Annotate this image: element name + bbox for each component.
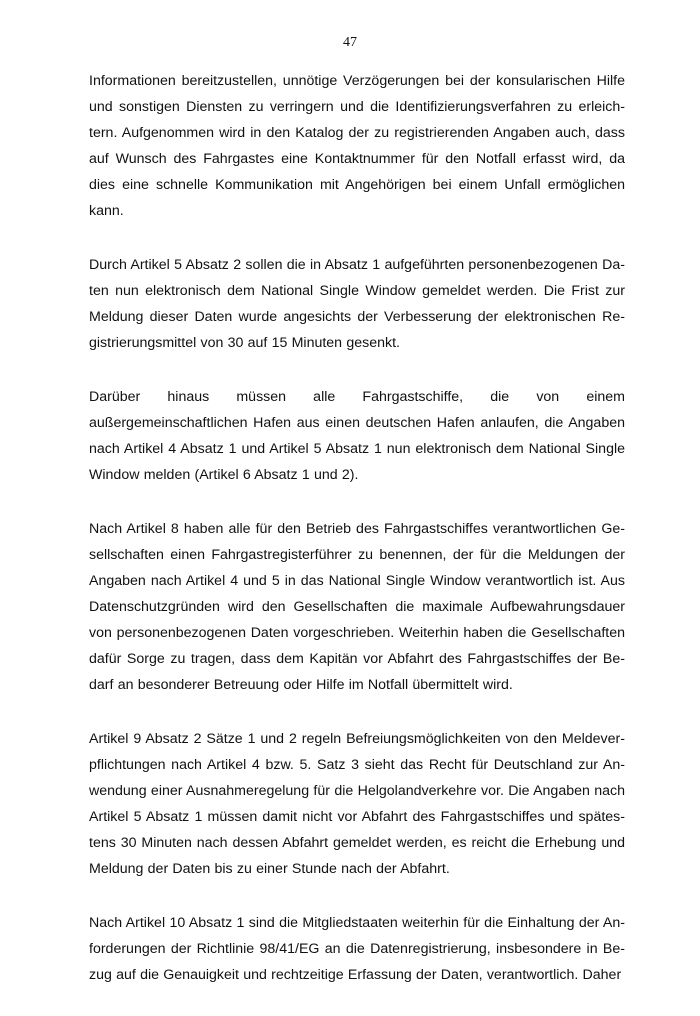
document-body [89,68,625,1016]
paragraph-3: Darüber hinaus müssen alle Fahrgastschiffe, die von einem außergemeinschaftlichen Hafen aus einen deutschen Hafen anlaufen, die Angaben nach Artikel 4 Absatz 1 und Artikel 5 Absatz 1 nun elektronisch dem National Single Window melden (Artikel 6 Absatz 1 und 2). [89,389,625,483]
paragraph-2: Durch Artikel 5 Absatz 2 sollen die in Absatz 1 aufgeführten personenbezogenen Daten nun elektronisch dem National Single Window gemeldet werden. Die Frist zur Meldung dieser Daten wurde angesichts der Verbesserung der elektronischen Registrierungsmittel von 30 auf 15 Minuten gesenkt. [89,257,625,351]
page-number: 47 [343,35,357,50]
paragraph-1: Informationen bereitzustellen, unnötige Verzögerungen bei der konsularischen Hilfe und sonstigen Diensten zu verringern und die Identifizierungsverfahren zu erleichtern. Aufgenommen wird in den Katalog der zu registrierenden Angaben auch, dass auf Wunsch des Fahrgastes eine Kontaktnummer für den Notfall erfasst wird, da dies eine schnelle Kommunikation mit Angehörigen bei einem Unfall ermöglichen kann. [89,73,625,219]
paragraph-6: Nach Artikel 10 Absatz 1 sind die Mitgliedstaaten weiterhin für die Einhaltung der Anforderungen der Richtlinie 98/41/EG an die Datenregistrierung, insbesondere in Bezug auf die Genauigkeit und rechtzeitige Erfassung der Daten, verantwortlich. Daher [89,915,625,983]
paragraph-5: Artikel 9 Absatz 2 Sätze 1 und 2 regeln Befreiungsmöglichkeiten von den Meldeverpflichtungen nach Artikel 4 bzw. 5. Satz 3 sieht das Recht für Deutschland zur Anwendung einer Ausnahmeregelung für die Helgolandverkehre vor. Die Angaben nach Artikel 5 Absatz 1 müssen damit nicht vor Abfahrt des Fahrgastschiffes und spätestens 30 Minuten nach dessen Abfahrt gemeldet werden, es reicht die Erhebung und Meldung der Daten bis zu einer Stunde nach der Abfahrt. [89,731,625,877]
paragraph-4: Nach Artikel 8 haben alle für den Betrieb des Fahrgastschiffes verantwortlichen Gesellschaften einen Fahrgastregisterführer zu benennen, der für die Meldungen der Angaben nach Artikel 4 und 5 in das National Single Window verantwortlich ist. Aus Datenschutzgründen wird den Gesellschaften die maximale Aufbewahrungsdauer von personenbezogenen Daten vorgeschrieben. Weiterhin haben die Gesellschaften dafür Sorge zu tragen, dass dem Kapitän vor Abfahrt des Fahrgastschiffes der Bedarf an besonderer Betreuung oder Hilfe im Notfall übermittelt wird. [89,521,625,693]
